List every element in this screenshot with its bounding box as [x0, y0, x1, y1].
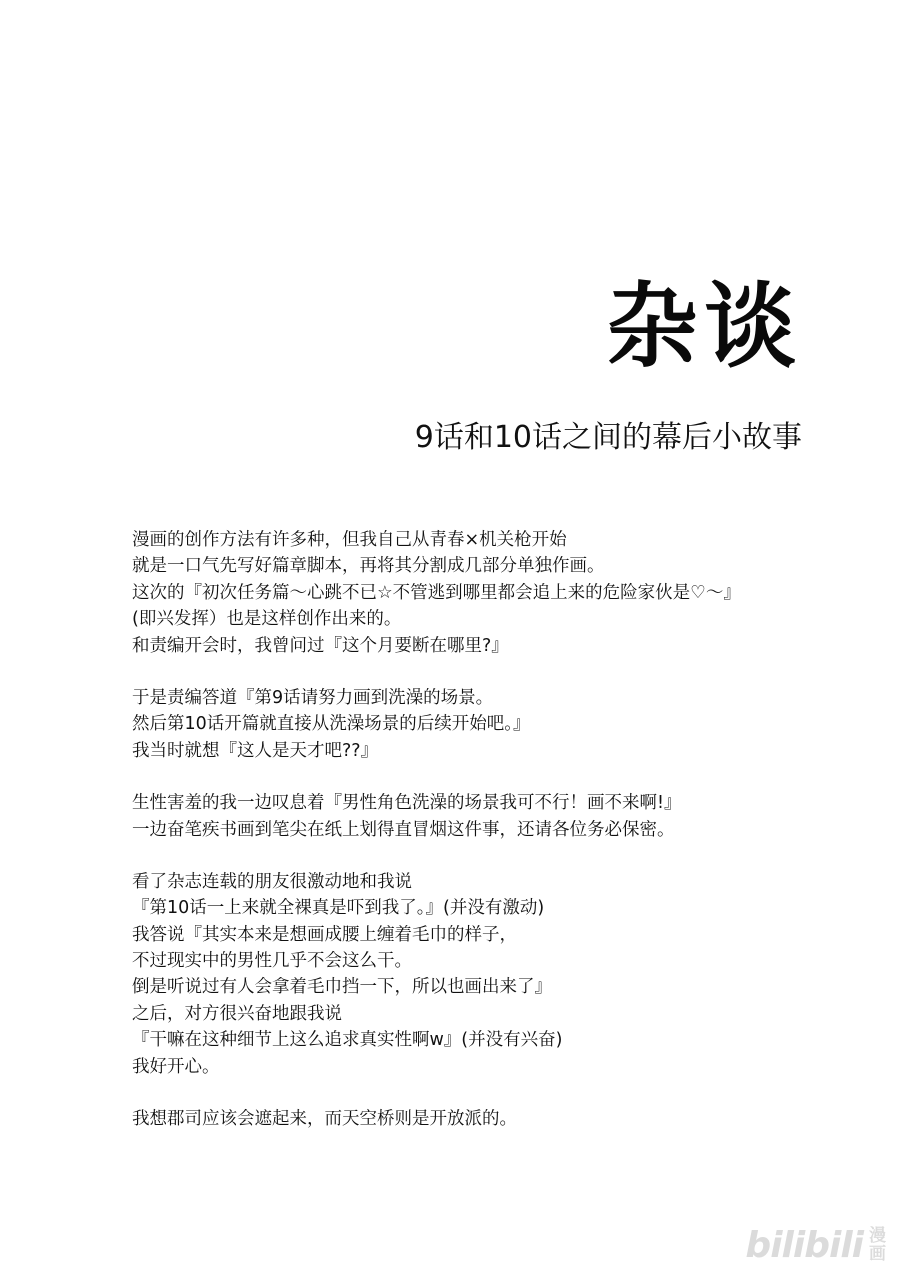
text-line: 我好开心。 [132, 1056, 220, 1077]
paragraph-5 [132, 1106, 852, 1132]
watermark-brand: bilibili [745, 1225, 863, 1266]
watermark-label-bottom: 画 [869, 1244, 886, 1264]
bilibili-manga-watermark [745, 1225, 886, 1266]
text-line: 『第10话一上来就全裸真是吓到我了。』(并没有激动) [132, 898, 545, 919]
text-line: 这次的『初次任务篇〜心跳不已☆不管逃到哪里都会追上来的危险家伙是♡〜』 [132, 582, 741, 603]
text-line: 我想郡司应该会遮起来，而天空桥则是开放派的。 [132, 1109, 517, 1130]
paragraph-4 [132, 869, 852, 1080]
paragraph-2 [132, 685, 852, 764]
text-line: 和责编开会时，我曾问过『这个月要断在哪里?』 [132, 635, 509, 656]
text-line: (即兴发挥）也是这样创作出来的。 [132, 609, 402, 630]
watermark-label [869, 1228, 886, 1264]
text-line: 我当时就想『这人是天才吧??』 [132, 740, 379, 761]
watermark-label-top: 漫 [869, 1226, 886, 1247]
paragraph-3 [132, 790, 852, 843]
text-line: 倒是听说过有人会拿着毛巾挡一下，所以也画出来了』 [132, 977, 552, 998]
text-line: 看了杂志连载的朋友很激动地和我说 [132, 871, 412, 892]
text-line: 之后，对方很兴奋地跟我说 [132, 1003, 342, 1024]
page-subtitle: 9话和10话之间的幕后小故事 [414, 420, 802, 455]
text-line: 我答说『其实本来是想画成腰上缠着毛巾的样子， [132, 924, 517, 945]
text-line: 然后第10话开篇就直接从洗澡场景的后续开始吧。』 [132, 714, 531, 735]
text-line: 生性害羞的我一边叹息着『男性角色洗澡的场景我可不行！画不来啊!』 [132, 793, 682, 814]
text-line: 一边奋笔疾书画到笔尖在纸上划得直冒烟这件事，还请各位务必保密。 [132, 819, 675, 840]
text-line: 就是一口气先写好篇章脚本，再将其分割成几部分单独作画。 [132, 556, 605, 577]
paragraph-1 [132, 527, 852, 659]
text-line: 『干嘛在这种细节上这么追求真实性啊w』(并没有兴奋) [132, 1030, 563, 1051]
text-line: 漫画的创作方法有许多种，但我自己从青春×机关枪开始 [132, 530, 567, 550]
text-line: 于是责编答道『第9话请努力画到洗澡的场景。 [132, 687, 494, 708]
page-title: 杂谈 [605, 273, 802, 380]
text-line: 不过现实中的男性几乎不会这么干。 [132, 951, 412, 972]
body-text [132, 527, 852, 1158]
